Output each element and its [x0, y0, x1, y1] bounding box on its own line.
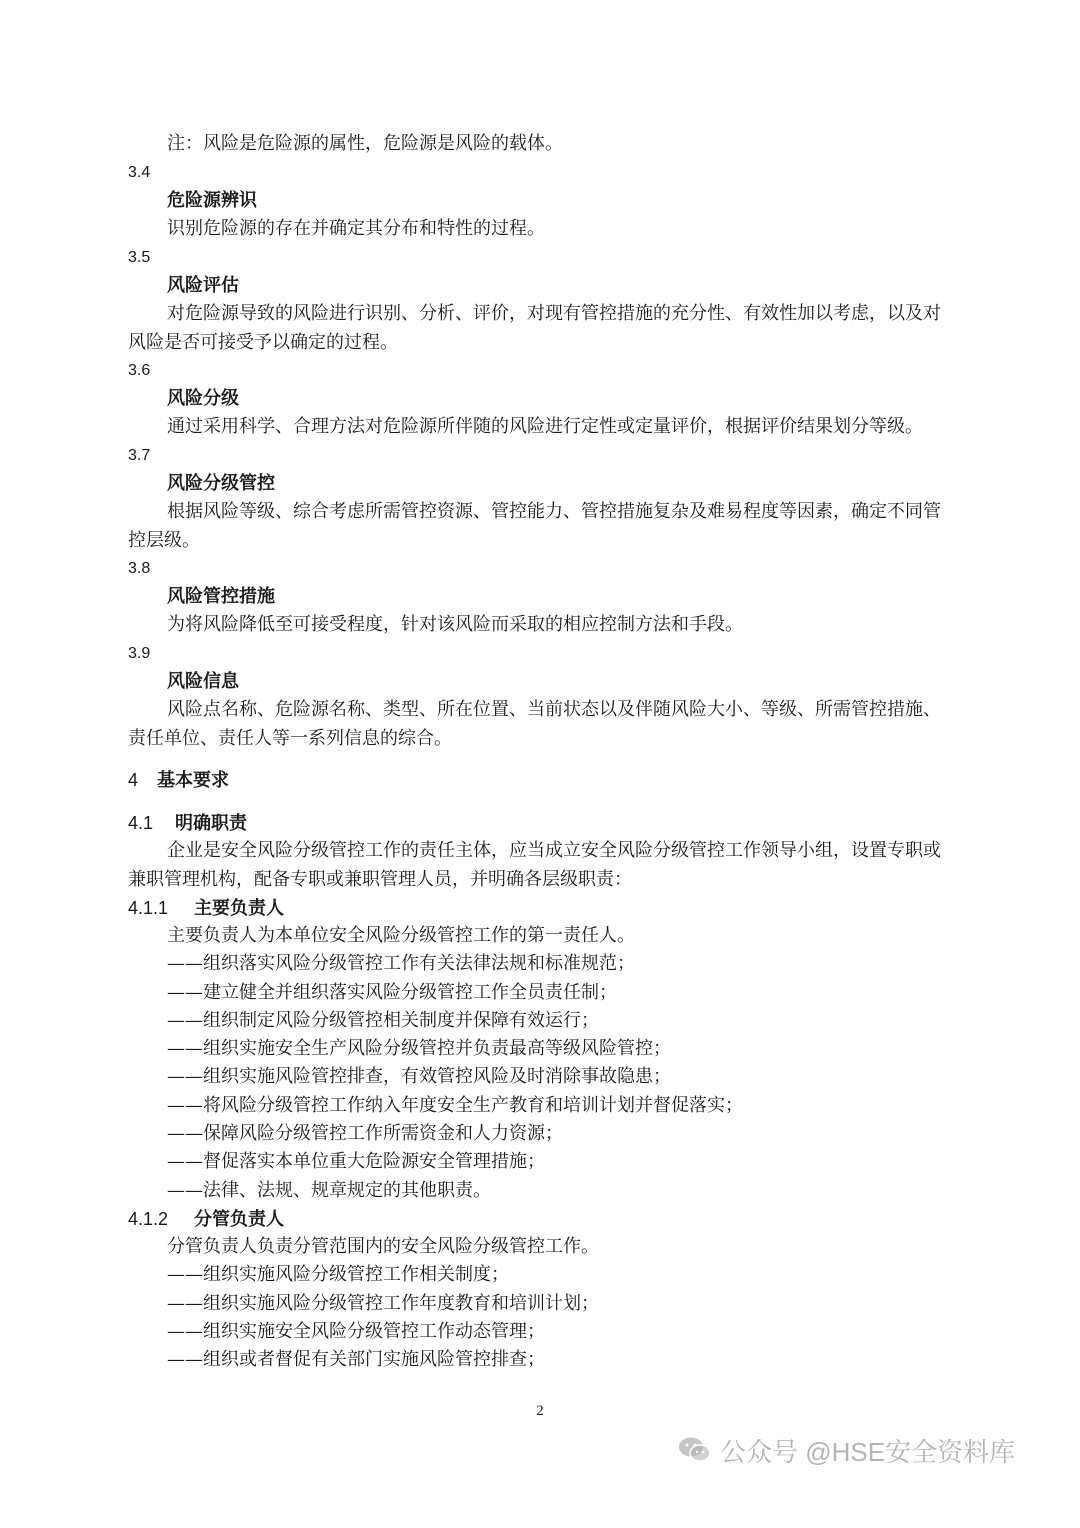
list-item: ——将风险分级管控工作纳入年度安全生产教育和培训计划并督促落实； — [167, 1095, 743, 1116]
clause-number: 3.6 — [128, 362, 151, 379]
note-line: 注：风险是危险源的属性，危险源是风险的载体。 — [167, 133, 563, 154]
subsection-heading — [128, 897, 284, 920]
subsection-number: 4.1.2 — [128, 1209, 169, 1229]
term-definition: 对危险源导致的风险进行识别、分析、评价，对现有管控措施的充分性、有效性加以考虑，以及对 — [167, 303, 941, 324]
paragraph-cont: 兼职管理机构，配备专职或兼职管理人员，并明确各层级职责： — [128, 869, 632, 890]
list-item: ——组织实施安全生产风险分级管控并负责最高等级风险管控； — [167, 1038, 671, 1059]
paragraph: 分管负责人负责分管范围内的安全风险分级管控工作。 — [167, 1236, 599, 1257]
list-item: ——组织实施安全风险分级管控工作动态管理； — [167, 1321, 545, 1342]
section-title: 基本要求 — [157, 770, 229, 791]
term-title: 风险分级管控 — [167, 473, 275, 494]
subsection-number: 4.1.1 — [128, 898, 169, 918]
list-item: ——组织实施风险分级管控工作相关制度； — [167, 1264, 509, 1285]
term-definition: 为将风险降低至可接受程度，针对该风险而采取的相应控制方法和手段。 — [167, 614, 743, 635]
term-definition: 风险点名称、危险源名称、类型、所在位置、当前状态以及伴随风险大小、等级、所需管控措施、 — [167, 699, 941, 720]
list-item: ——督促落实本单位重大危险源安全管理措施； — [167, 1151, 545, 1172]
subsection-title: 分管负责人 — [194, 1209, 284, 1230]
term-definition-cont: 风险是否可接受予以确定的过程。 — [128, 332, 398, 353]
wechat-icon — [678, 1436, 712, 1464]
term-definition: 识别危险源的存在并确定其分布和特性的过程。 — [167, 218, 545, 239]
term-title: 风险管控措施 — [167, 586, 275, 607]
subsection-title: 主要负责人 — [194, 898, 284, 919]
clause-number: 3.4 — [128, 164, 151, 181]
watermark — [678, 1430, 1015, 1470]
paragraph: 企业是安全风险分级管控工作的责任主体，应当成立安全风险分级管控工作领导小组，设置专职或 — [167, 840, 941, 861]
list-item: ——保障风险分级管控工作所需资金和人力资源； — [167, 1123, 563, 1144]
clause-number: 3.8 — [128, 560, 151, 577]
clause-number: 3.7 — [128, 447, 151, 464]
list-item: ——组织或者督促有关部门实施风险管控排查； — [167, 1349, 545, 1370]
term-definition: 通过采用科学、合理方法对危险源所伴随的风险进行定性或定量评价，根据评价结果划分等级。 — [167, 416, 923, 437]
subsection-heading — [128, 1208, 284, 1231]
list-item: ——组织制定风险分级管控相关制度并保障有效运行； — [167, 1010, 599, 1031]
section-heading — [128, 769, 229, 792]
list-item: ——建立健全并组织落实风险分级管控工作全员责任制； — [167, 982, 617, 1003]
term-title: 风险信息 — [167, 671, 239, 692]
list-item: ——法律、法规、规章规定的其他职责。 — [167, 1180, 491, 1201]
term-title: 风险评估 — [167, 275, 239, 296]
list-item: ——组织落实风险分级管控工作有关法律法规和标准规范； — [167, 953, 635, 974]
subsection-title: 明确职责 — [175, 813, 247, 834]
list-item: ——组织实施风险分级管控工作年度教育和培训计划； — [167, 1293, 599, 1314]
subsection-heading — [128, 812, 247, 835]
section-number: 4 — [128, 770, 139, 790]
page-number: 2 — [536, 1403, 544, 1419]
clause-number: 3.5 — [128, 249, 151, 266]
term-definition: 根据风险等级、综合考虑所需管控资源、管控能力、管控措施复杂及难易程度等因素，确定不同管 — [167, 501, 941, 522]
term-definition-cont: 责任单位、责任人等一系列信息的综合。 — [128, 728, 452, 749]
term-title: 危险源辨识 — [167, 190, 257, 211]
term-definition-cont: 控层级。 — [128, 530, 200, 551]
paragraph: 主要负责人为本单位安全风险分级管控工作的第一责任人。 — [167, 925, 635, 946]
subsection-number: 4.1 — [128, 813, 154, 833]
term-title: 风险分级 — [167, 388, 239, 409]
clause-number: 3.9 — [128, 645, 151, 662]
watermark-text: 公众号 @HSE安全资料库 — [720, 1436, 1016, 1467]
list-item: ——组织实施风险管控排查，有效管控风险及时消除事故隐患； — [167, 1066, 671, 1087]
